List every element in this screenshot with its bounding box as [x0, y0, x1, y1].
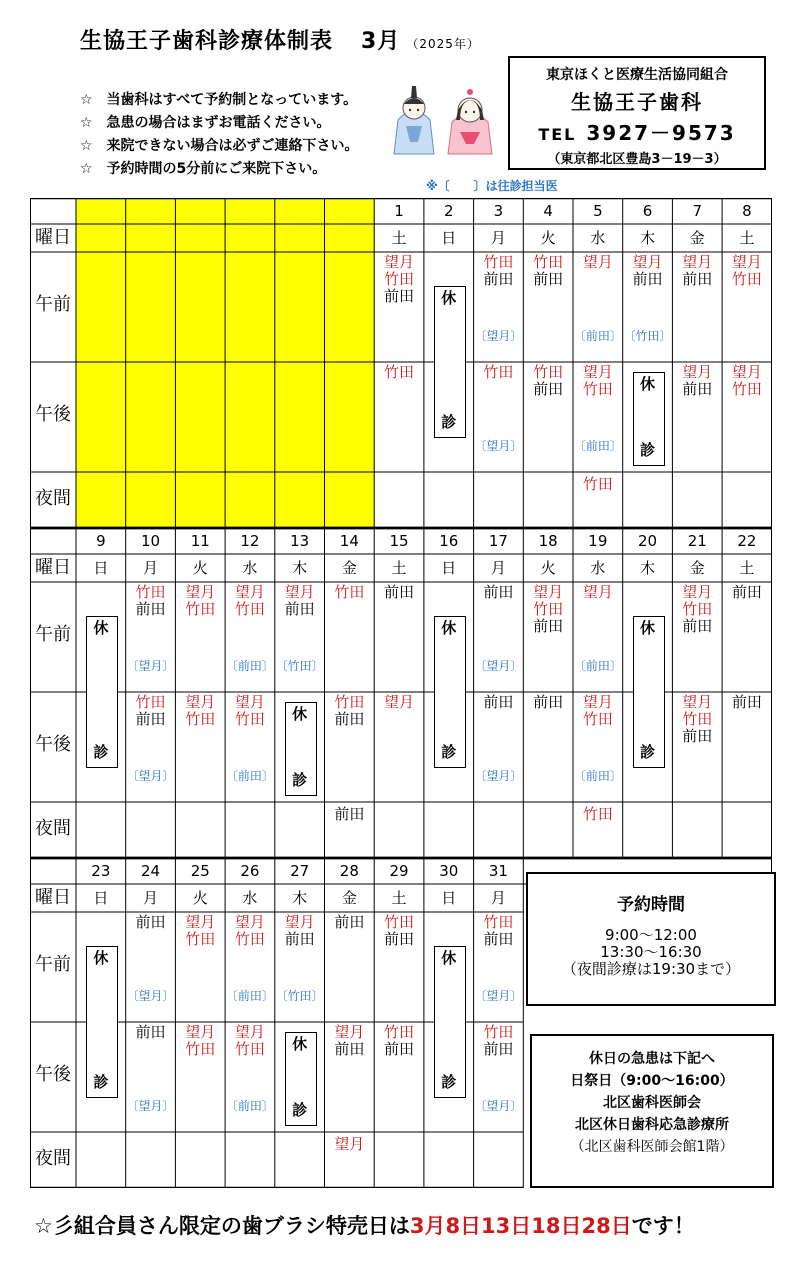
- day-date: 21: [687, 532, 707, 550]
- doctor-name: 望月: [284, 583, 315, 601]
- doctor-name: 前田: [284, 600, 315, 618]
- closed-label-clinic: 診: [640, 743, 656, 761]
- day-date: 4: [543, 202, 553, 220]
- day-date: 28: [339, 862, 359, 880]
- doctor-name: 前田: [731, 693, 762, 711]
- clinic-phone: [510, 117, 764, 146]
- doctor-name: 前田: [682, 727, 713, 745]
- day-date: 13: [290, 532, 310, 550]
- emperor-doll-icon: [394, 86, 434, 154]
- night-row-label: 夜間: [35, 818, 71, 839]
- unused-day-highlight: [76, 198, 126, 528]
- appointment-night-note: （夜間診療は19:30まで）: [561, 960, 741, 978]
- day-weekday: 月: [490, 559, 506, 577]
- day-weekday: 火: [540, 229, 556, 247]
- doctor-name: 前田: [682, 617, 713, 635]
- weekday-row-label: 曜日: [35, 227, 71, 248]
- doctor-name: 望月: [185, 1023, 216, 1041]
- weekday-row-label: 曜日: [35, 887, 71, 908]
- empress-doll-icon: [448, 89, 492, 154]
- day-weekday: 土: [391, 229, 407, 247]
- footer-prefix: ☆彡組合員さん限定の歯ブラシ特売日は: [34, 1214, 410, 1238]
- tel-label: TEL: [538, 125, 577, 144]
- doctor-name: 前田: [533, 693, 564, 711]
- doctor-name: 望月: [682, 583, 713, 601]
- doctor-name: 竹田: [533, 363, 564, 381]
- doctor-name: 前田: [632, 270, 663, 288]
- doctor-name: 望月: [284, 913, 315, 931]
- day-date: 30: [439, 862, 459, 880]
- day-date: 22: [737, 532, 757, 550]
- day-weekday: 火: [540, 559, 556, 577]
- doctor-name: 竹田: [731, 270, 762, 288]
- doctor-name: 竹田: [384, 1023, 415, 1041]
- day-weekday: 金: [689, 559, 705, 577]
- house-call-doctor: 〔望月〕: [126, 659, 175, 673]
- doctor-name: 望月: [682, 253, 713, 271]
- unused-day-highlight: [225, 198, 275, 528]
- day-date: 12: [240, 532, 260, 550]
- day-weekday: 金: [689, 229, 705, 247]
- doctor-name: 竹田: [185, 710, 216, 728]
- day-date: 27: [290, 862, 310, 880]
- closed-label-rest: 休: [441, 949, 457, 967]
- doctor-name: 竹田: [234, 1040, 265, 1058]
- doctor-name: 前田: [334, 913, 365, 931]
- am-row-label: 午前: [35, 954, 71, 975]
- clinic-org: 東京ほくと医療生活協同組合: [546, 67, 728, 83]
- doctor-name: 望月: [384, 693, 415, 711]
- doctor-name: 竹田: [582, 475, 613, 493]
- house-call-doctor: 〔前田〕: [573, 769, 622, 783]
- day-date: 7: [692, 202, 702, 220]
- day-weekday: 金: [341, 889, 357, 907]
- unused-day-highlight: [126, 198, 176, 528]
- doctor-name: 望月: [334, 1023, 365, 1041]
- doctor-name: 望月: [234, 693, 265, 711]
- doctor-name: 竹田: [582, 710, 613, 728]
- am-row-label: 午前: [35, 624, 71, 645]
- notice-item: ☆ 当歯科はすべて予約制となっています。: [80, 92, 358, 108]
- notice-item: ☆ 予約時間の5分前にご来院下さい。: [80, 161, 327, 177]
- appointment-hours-box: [526, 872, 776, 1006]
- day-weekday: 火: [192, 559, 208, 577]
- clinic-info-box: [508, 56, 766, 170]
- day-weekday: 日: [93, 559, 109, 577]
- day-weekday: 土: [739, 229, 755, 247]
- doctor-name: 竹田: [334, 583, 365, 601]
- closed-label-rest: 休: [640, 375, 656, 393]
- doctor-name: 望月: [731, 363, 762, 381]
- house-call-doctor: 〔竹田〕: [275, 989, 324, 1003]
- house-call-doctor: 〔望月〕: [474, 1099, 523, 1113]
- closed-label-rest: 休: [292, 1035, 308, 1053]
- doctor-name: 望月: [185, 583, 216, 601]
- closed-label-clinic: 診: [292, 1101, 308, 1119]
- day-weekday: 金: [341, 559, 357, 577]
- doctor-name: 竹田: [682, 600, 713, 618]
- holiday-line: 日祭日（9:00～16:00）: [570, 1073, 734, 1089]
- doctor-name: 前田: [682, 270, 713, 288]
- doctor-name: 前田: [135, 600, 166, 618]
- house-call-doctor: 〔望月〕: [474, 989, 523, 1003]
- doctor-name: 竹田: [483, 913, 514, 931]
- day-date: 31: [488, 862, 508, 880]
- day-date: 14: [339, 532, 359, 550]
- doctor-name: 竹田: [384, 913, 415, 931]
- am-row-label: 午前: [35, 294, 71, 315]
- day-weekday: 木: [292, 889, 308, 907]
- doctor-name: 前田: [483, 583, 514, 601]
- doctor-name: 竹田: [135, 693, 166, 711]
- closed-label-rest: 休: [640, 619, 656, 637]
- house-call-doctor: 〔望月〕: [474, 769, 523, 783]
- closed-label-rest: 休: [441, 619, 457, 637]
- day-weekday: 水: [590, 229, 606, 247]
- doctor-name: 前田: [384, 583, 415, 601]
- tel-number: 3927－9573: [586, 121, 736, 145]
- day-weekday: 水: [590, 559, 606, 577]
- day-weekday: 日: [93, 889, 109, 907]
- doctor-name: 前田: [384, 287, 415, 305]
- title-text: 生協王子歯科診療体制表: [80, 29, 334, 54]
- doctor-name: 望月: [582, 253, 613, 271]
- footer-suffix: です！: [631, 1214, 695, 1238]
- house-call-doctor: 〔望月〕: [126, 1099, 175, 1113]
- notice-item: ☆ 来院できない場合は必ずご連絡下さい。: [80, 138, 359, 154]
- doctor-name: 前田: [284, 930, 315, 948]
- footer-sale-notice: [34, 1210, 695, 1240]
- doctor-name: 竹田: [185, 1040, 216, 1058]
- day-date: 3: [493, 202, 504, 220]
- day-date: 5: [593, 202, 603, 220]
- house-call-doctor: 〔前田〕: [573, 659, 622, 673]
- house-call-doctor: 〔竹田〕: [275, 659, 324, 673]
- house-call-doctor: 〔前田〕: [225, 1099, 274, 1113]
- footer-sale-dates: 3月8日13日18日28日: [409, 1214, 632, 1238]
- house-call-doctor: 〔前田〕: [225, 989, 274, 1003]
- day-date: 23: [91, 862, 111, 880]
- doctor-name: 前田: [334, 805, 365, 823]
- house-call-doctor: 〔望月〕: [126, 989, 175, 1003]
- day-weekday: 日: [441, 559, 457, 577]
- doctor-name: 望月: [234, 583, 265, 601]
- appointment-morning: 9:00～12:00: [605, 926, 697, 944]
- pm-row-label: 午後: [35, 404, 71, 425]
- title-year: （2025年）: [406, 37, 480, 51]
- day-date: 17: [488, 532, 508, 550]
- house-call-note: ※〔 〕は往診担当医: [426, 179, 558, 193]
- doctor-name: 竹田: [533, 600, 564, 618]
- day-date: 25: [190, 862, 210, 880]
- house-call-doctor: 〔竹田〕: [623, 329, 672, 343]
- day-date: 9: [96, 532, 106, 550]
- day-weekday: 土: [391, 559, 407, 577]
- doctor-name: 竹田: [682, 710, 713, 728]
- doctor-name: 望月: [582, 693, 613, 711]
- day-date: 24: [140, 862, 161, 880]
- closed-label-clinic: 診: [441, 1073, 457, 1091]
- closed-label-clinic: 診: [292, 771, 308, 789]
- pm-row-label: 午後: [35, 734, 71, 755]
- doctor-name: 望月: [632, 253, 663, 271]
- house-call-doctor: 〔前田〕: [225, 659, 274, 673]
- closed-label-rest: 休: [441, 289, 457, 307]
- day-weekday: 土: [739, 559, 755, 577]
- page-title: [80, 24, 480, 55]
- doctor-name: 前田: [334, 1040, 365, 1058]
- day-weekday: 月: [490, 229, 506, 247]
- doctor-name: 竹田: [185, 600, 216, 618]
- day-weekday: 水: [242, 559, 258, 577]
- doctor-name: 前田: [682, 380, 713, 398]
- unused-day-highlight: [175, 198, 225, 528]
- title-month: 3月: [361, 29, 401, 54]
- doctor-name: 望月: [682, 693, 713, 711]
- closed-label-clinic: 診: [441, 743, 457, 761]
- house-call-doctor: 〔前田〕: [225, 769, 274, 783]
- doctor-name: 前田: [483, 1040, 514, 1058]
- hina-dolls-illustration: [388, 80, 500, 156]
- weekday-row-label: 曜日: [35, 557, 71, 578]
- day-date: 29: [389, 862, 409, 880]
- doctor-name: 前田: [135, 913, 166, 931]
- doctor-name: 前田: [483, 930, 514, 948]
- doctor-name: 望月: [582, 363, 613, 381]
- doctor-name: 竹田: [334, 693, 365, 711]
- doctor-name: 前田: [533, 380, 564, 398]
- day-date: 6: [642, 202, 653, 220]
- house-call-doctor: 〔望月〕: [474, 329, 523, 343]
- day-weekday: 月: [490, 889, 506, 907]
- pm-row-label: 午後: [35, 1064, 71, 1085]
- day-weekday: 土: [391, 889, 407, 907]
- closed-label-clinic: 診: [93, 743, 109, 761]
- day-date: 8: [742, 202, 752, 220]
- closed-label-clinic: 診: [640, 441, 656, 459]
- doctor-name: 竹田: [135, 583, 166, 601]
- doctor-name: 竹田: [582, 805, 613, 823]
- appointment-afternoon: 13:30～16:30: [600, 943, 702, 961]
- day-date: 26: [240, 862, 260, 880]
- house-call-doctor: 〔望月〕: [474, 659, 523, 673]
- doctor-name: 前田: [731, 583, 762, 601]
- night-row-label: 夜間: [35, 488, 71, 509]
- doctor-name: 望月: [234, 913, 265, 931]
- day-date: 20: [637, 532, 658, 550]
- day-weekday: 火: [192, 889, 208, 907]
- doctor-name: 竹田: [384, 270, 415, 288]
- doctor-name: 望月: [533, 583, 564, 601]
- closed-label-rest: 休: [93, 619, 109, 637]
- day-weekday: 木: [640, 559, 656, 577]
- doctor-name: 前田: [483, 693, 514, 711]
- closed-label-rest: 休: [292, 705, 308, 723]
- doctor-name: 竹田: [234, 600, 265, 618]
- appointment-heading: 予約時間: [617, 895, 685, 915]
- doctor-name: 竹田: [483, 1023, 514, 1041]
- day-date: 1: [394, 202, 404, 220]
- night-row-label: 夜間: [35, 1148, 71, 1169]
- day-date: 2: [443, 202, 454, 220]
- doctor-name: 前田: [384, 1040, 415, 1058]
- house-call-doctor: 〔望月〕: [126, 769, 175, 783]
- day-date: 19: [588, 532, 608, 550]
- day-date: 16: [439, 532, 459, 550]
- doctor-name: 竹田: [483, 253, 514, 271]
- day-weekday: 日: [441, 889, 457, 907]
- day-weekday: 木: [292, 559, 308, 577]
- doctor-name: 竹田: [234, 930, 265, 948]
- doctor-name: 望月: [334, 1135, 365, 1153]
- holiday-line: 休日の急患は下記へ: [589, 1051, 715, 1067]
- day-date: 18: [538, 532, 558, 550]
- holiday-line: 北区休日歯科応急診療所: [575, 1117, 729, 1133]
- closed-label-clinic: 診: [93, 1073, 109, 1091]
- closed-label-rest: 休: [93, 949, 109, 967]
- closed-label-clinic: 診: [441, 413, 457, 431]
- doctor-name: 望月: [582, 583, 613, 601]
- holiday-emergency-box: [530, 1034, 774, 1188]
- doctor-name: 前田: [334, 710, 365, 728]
- doctor-name: 竹田: [185, 930, 216, 948]
- doctor-name: 前田: [135, 1023, 166, 1041]
- house-call-doctor: 〔望月〕: [474, 439, 523, 453]
- doctor-name: 前田: [483, 270, 514, 288]
- house-call-doctor: 〔前田〕: [573, 439, 622, 453]
- day-date: 15: [389, 532, 409, 550]
- unused-day-highlight: [325, 198, 375, 528]
- holiday-line: 北区歯科医師会: [603, 1095, 701, 1111]
- doctor-name: 竹田: [234, 710, 265, 728]
- doctor-name: 前田: [533, 270, 564, 288]
- clinic-name: 生協王子歯科: [571, 90, 703, 114]
- doctor-name: 前田: [384, 930, 415, 948]
- doctor-name: 竹田: [483, 363, 514, 381]
- day-weekday: 木: [640, 229, 656, 247]
- unused-day-highlight: [275, 198, 325, 528]
- clinic-address: （東京都北区豊島3－19－3）: [547, 152, 727, 167]
- doctor-name: 竹田: [582, 380, 613, 398]
- day-date: 10: [140, 532, 161, 550]
- day-weekday: 月: [143, 559, 159, 577]
- notice-list: [80, 89, 359, 181]
- doctor-name: 竹田: [533, 253, 564, 271]
- doctor-name: 望月: [731, 253, 762, 271]
- doctor-name: 望月: [185, 693, 216, 711]
- doctor-name: 前田: [135, 710, 166, 728]
- day-weekday: 月: [143, 889, 159, 907]
- house-call-doctor: 〔前田〕: [573, 329, 622, 343]
- day-weekday: 水: [242, 889, 258, 907]
- doctor-name: 望月: [682, 363, 713, 381]
- doctor-name: 望月: [185, 913, 216, 931]
- doctor-name: 竹田: [384, 363, 415, 381]
- doctor-name: 竹田: [731, 380, 762, 398]
- doctor-name: 望月: [384, 253, 415, 271]
- day-date: 11: [190, 532, 210, 550]
- holiday-line: （北区歯科医師会館1階）: [570, 1139, 734, 1155]
- doctor-name: 前田: [533, 617, 564, 635]
- doctor-name: 望月: [234, 1023, 265, 1041]
- notice-item: ☆ 急患の場合はまずお電話ください。: [80, 115, 331, 131]
- day-weekday: 日: [441, 229, 457, 247]
